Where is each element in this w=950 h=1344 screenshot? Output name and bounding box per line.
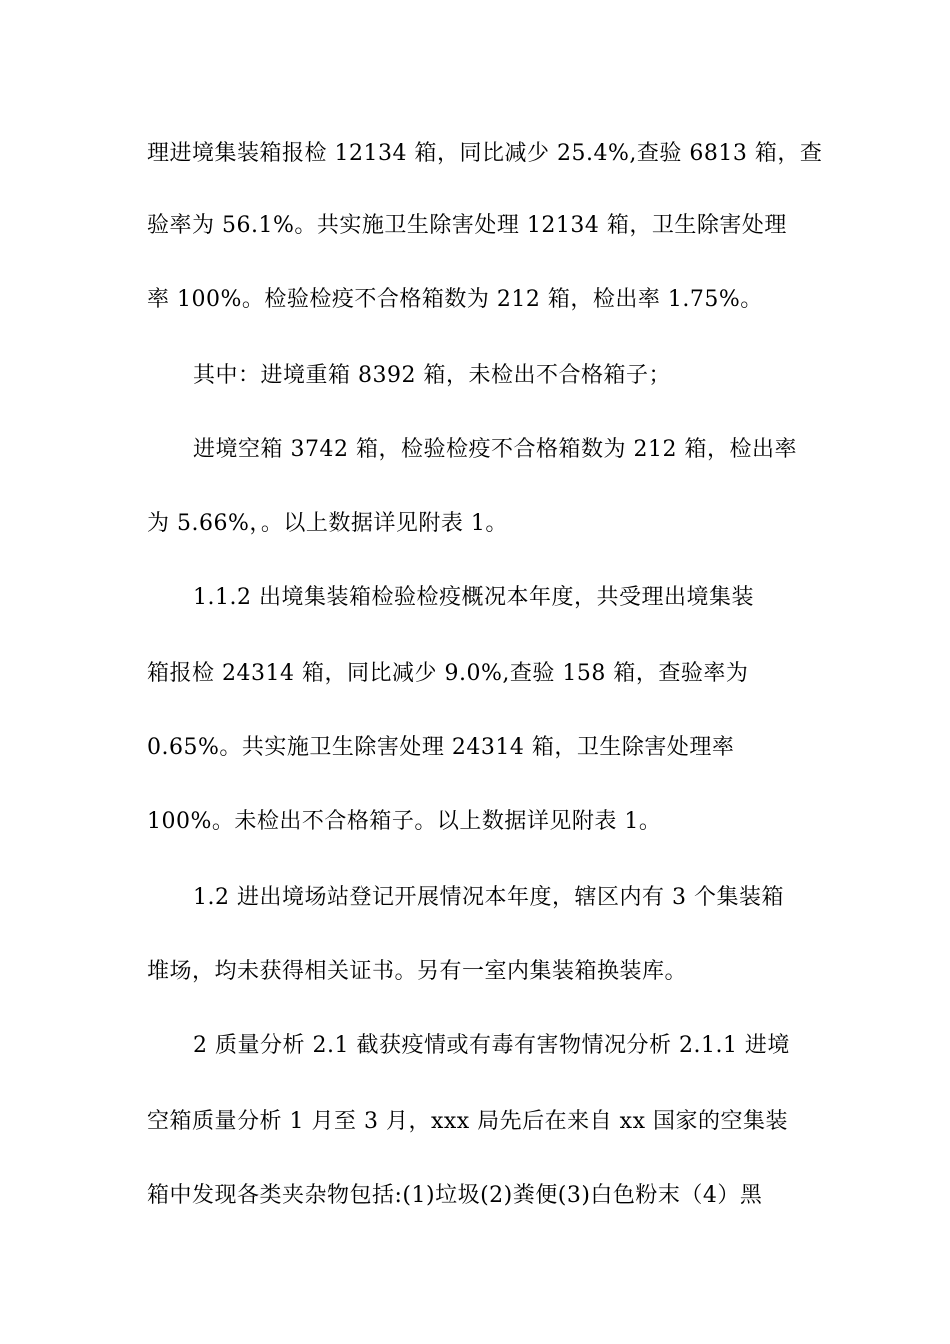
text-line: 100%。未检出不合格箱子。以上数据详见附表 1。 <box>147 809 662 834</box>
text-line: 1.1.2 出境集装箱检验检疫概况本年度，共受理出境集装 <box>193 585 754 610</box>
text-line: 箱报检 24314 箱，同比减少 9.0%,查验 158 箱，查验率为 <box>147 661 749 686</box>
text-line: 为 5.66%，。以上数据详见附表 1。 <box>147 511 508 536</box>
text-line: 进境空箱 3742 箱，检验检疫不合格箱数为 212 箱，检出率 <box>193 437 797 462</box>
text-line: 堆场，均未获得相关证书。另有一室内集装箱换装库。 <box>147 959 688 984</box>
text-line: 其中：进境重箱 8392 箱，未检出不合格箱子； <box>193 363 671 388</box>
text-line: 1.2 进出境场站登记开展情况本年度，辖区内有 3 个集装箱 <box>193 885 784 910</box>
text-line: 验率为 56.1%。共实施卫生除害处理 12134 箱，卫生除害处理 <box>147 213 787 238</box>
text-line: 理进境集装箱报检 12134 箱，同比减少 25.4%,查验 6813 箱，查 <box>147 141 823 166</box>
text-line: 率 100%。检验检疫不合格箱数为 212 箱，检出率 1.75%。 <box>147 287 763 312</box>
text-line: 空箱质量分析 1 月至 3 月，xxx 局先后在来自 xx 国家的空集装 <box>147 1109 788 1134</box>
text-line: 0.65%。共实施卫生除害处理 24314 箱，卫生除害处理率 <box>147 735 735 760</box>
text-line: 2 质量分析 2.1 截获疫情或有毒有害物情况分析 2.1.1 进境 <box>193 1033 790 1058</box>
text-line: 箱中发现各类夹杂物包括:(1)垃圾(2)粪便(3)白色粉末（4）黑 <box>147 1183 763 1208</box>
